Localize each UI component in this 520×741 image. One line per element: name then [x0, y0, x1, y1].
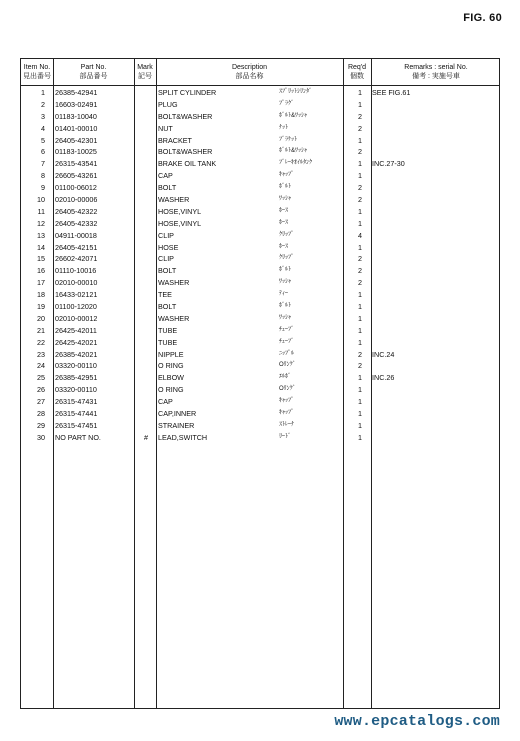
description-jp: ﾌﾞﾚｰｷｵｲﾙﾀﾝｸ: [279, 160, 313, 167]
item-number: 11: [37, 206, 45, 216]
description-jp: ﾆｯﾌﾟﾙ: [279, 350, 295, 357]
description-en: O RING: [158, 385, 184, 395]
quantity: 2: [358, 147, 362, 157]
description-jp: ﾎｰｽ: [279, 207, 289, 214]
quantity: 1: [358, 325, 362, 335]
part-number: 26315-47451: [55, 420, 98, 430]
remarks: INC.27-30: [372, 159, 405, 169]
table-row: [21, 253, 501, 265]
item-number: 10: [37, 195, 45, 205]
item-number: 9: [41, 183, 45, 193]
description-jp: ﾅｯﾄ: [279, 124, 289, 131]
table-row: [21, 242, 501, 254]
item-number: 25: [37, 373, 45, 383]
part-number: 26405-42151: [55, 242, 98, 252]
table-row: [21, 289, 501, 301]
table-row: [21, 396, 501, 408]
part-number: 26385-42951: [55, 373, 98, 383]
quantity: 1: [358, 385, 362, 395]
header-qty-en: Req'd: [347, 64, 367, 71]
part-number: 26385-42941: [55, 88, 98, 97]
part-number: 26405-42332: [55, 218, 98, 228]
item-number: 27: [37, 397, 45, 407]
description-en: O RING: [158, 361, 184, 371]
quantity: 2: [358, 183, 362, 193]
mark-symbol: #: [144, 432, 148, 442]
item-number: 22: [37, 337, 45, 347]
part-number: 26405-42301: [55, 135, 98, 145]
remarks: SEE FIG.61: [372, 88, 411, 97]
description-en: CAP: [158, 397, 173, 407]
quantity: 1: [358, 159, 362, 169]
item-number: 17: [37, 278, 45, 288]
description-jp: ﾎﾞﾙﾄ: [279, 303, 292, 310]
quantity: 1: [358, 242, 362, 252]
description-en: CLIP: [158, 254, 174, 264]
quantity: 1: [358, 88, 362, 97]
item-number: 15: [37, 254, 45, 264]
description-en: CLIP: [158, 230, 174, 240]
quantity: 2: [358, 111, 362, 121]
part-number: NO PART NO.: [55, 432, 101, 442]
description-jp: ﾜｯｼｬ: [279, 196, 292, 203]
header-item-no: [21, 59, 53, 85]
header-part-en: Part No.: [80, 64, 107, 71]
description-en: TUBE: [158, 325, 178, 335]
description-en: BRAKE OIL TANK: [158, 159, 217, 169]
table-row: [21, 420, 501, 432]
item-number: 6: [41, 147, 45, 157]
item-number: 29: [37, 420, 45, 430]
description-en: STRAINER: [158, 420, 195, 430]
item-number: 4: [41, 123, 45, 133]
quantity: 1: [358, 397, 362, 407]
item-number: 28: [37, 409, 45, 419]
quantity: 2: [358, 123, 362, 133]
part-number: 03320-00110: [55, 361, 97, 371]
header-quantity: [343, 59, 371, 85]
description-en: WASHER: [158, 195, 190, 205]
parts-table: [20, 58, 500, 709]
table-row: [21, 170, 501, 182]
header-remarks-en: Remarks : serial No.: [404, 64, 468, 71]
quantity: 2: [358, 278, 362, 288]
item-number: 14: [37, 242, 45, 252]
description-jp: ｴﾙﾎﾞ: [279, 374, 292, 381]
table-row: [21, 135, 501, 147]
part-number: 26425-42011: [55, 325, 97, 335]
description-en: HOSE: [158, 242, 179, 252]
table-row: [21, 87, 501, 99]
description-en: TUBE: [158, 337, 178, 347]
description-en: BOLT: [158, 183, 177, 193]
table-row: [21, 372, 501, 384]
item-number: 26: [37, 385, 45, 395]
description-en: HOSE,VINYL: [158, 218, 202, 228]
header-part-no: [53, 59, 134, 85]
description-jp: Oﾘﾝｸﾞ: [279, 386, 296, 393]
parts-list: [21, 87, 501, 444]
item-number: 7: [41, 159, 45, 169]
table-row: [21, 360, 501, 372]
part-number: 16603-02491: [55, 99, 98, 109]
description-en: BOLT&WASHER: [158, 147, 213, 157]
header-mark-en: Mark: [137, 64, 153, 71]
part-number: 03320-00110: [55, 385, 97, 395]
description-jp: ｸﾘｯﾌﾟ: [279, 255, 295, 262]
item-number: 16: [37, 266, 45, 276]
table-row: [21, 265, 501, 277]
table-row: [21, 218, 501, 230]
part-number: 02010-00012: [55, 313, 98, 323]
header-item-en: Item No.: [23, 64, 51, 71]
figure-title: FIG. 60: [463, 12, 502, 24]
description-jp: ﾎﾞﾙﾄ&ﾜｯｼｬ: [279, 112, 308, 119]
description-en: CAP: [158, 171, 173, 181]
table-row: [21, 384, 501, 396]
quantity: 1: [358, 302, 362, 312]
header-item-jp: 見出番号: [23, 73, 51, 80]
description-jp: ﾎｰｽ: [279, 243, 289, 250]
table-row: [21, 408, 501, 420]
description-en: PLUG: [158, 99, 178, 109]
table-row: [21, 206, 501, 218]
table-row: [21, 230, 501, 242]
quantity: 1: [358, 135, 362, 145]
part-number: 01100-12020: [55, 302, 97, 312]
part-number: 26315-43541: [55, 159, 98, 169]
description-jp: ﾌﾟﾗｸﾞ: [279, 100, 295, 107]
description-jp: ｸﾘｯﾌﾟ: [279, 231, 295, 238]
description-en: LEAD,SWITCH: [158, 432, 208, 442]
part-number: 26405-42322: [55, 206, 98, 216]
quantity: 1: [358, 373, 362, 383]
table-row: [21, 277, 501, 289]
part-number: 01183-10025: [55, 147, 97, 157]
website-watermark: www.epcatalogs.com: [334, 713, 500, 730]
quantity: 2: [358, 254, 362, 264]
description-en: SPLIT CYLINDER: [158, 88, 217, 97]
item-number: 20: [37, 313, 45, 323]
item-number: 23: [37, 349, 45, 359]
table-row: [21, 99, 501, 111]
quantity: 1: [358, 409, 362, 419]
quantity: 1: [358, 337, 362, 347]
table-row: [21, 325, 501, 337]
table-row: [21, 158, 501, 170]
description-jp: ﾁｭｰﾌﾞ: [279, 326, 295, 333]
table-row: [21, 337, 501, 349]
quantity: 2: [358, 361, 362, 371]
item-number: 1: [41, 88, 45, 97]
description-en: HOSE,VINYL: [158, 206, 202, 216]
item-number: 21: [37, 325, 45, 335]
description-jp: Oﾘﾝｸﾞ: [279, 362, 296, 369]
quantity: 1: [358, 171, 362, 181]
description-jp: ｽﾄﾚｰﾅ: [279, 421, 295, 428]
description-jp: ﾜｯｼｬ: [279, 314, 292, 321]
part-number: 26602-42071: [55, 254, 98, 264]
item-number: 24: [37, 361, 45, 371]
description-jp: ﾁｭｰﾌﾞ: [279, 338, 295, 345]
part-number: 02010-00006: [55, 195, 98, 205]
description-jp: ﾎﾞﾙﾄ&ﾜｯｼｬ: [279, 148, 308, 155]
remarks: INC.24: [372, 349, 395, 359]
quantity: 1: [358, 290, 362, 300]
description-jp: ﾎﾞﾙﾄ: [279, 267, 292, 274]
description-jp: ｷｬｯﾌﾟ: [279, 410, 295, 417]
description-en: TEE: [158, 290, 172, 300]
item-number: 5: [41, 135, 45, 145]
item-number: 2: [41, 99, 45, 109]
description-jp: ｷｬｯﾌﾟ: [279, 172, 295, 179]
description-en: ELBOW: [158, 373, 184, 383]
part-number: 01183-10040: [55, 111, 97, 121]
table-row: [21, 301, 501, 313]
part-number: 16433-02121: [55, 290, 98, 300]
table-row: [21, 111, 501, 123]
description-en: WASHER: [158, 313, 190, 323]
description-jp: ﾎｰｽ: [279, 219, 289, 226]
table-row: [21, 194, 501, 206]
description-jp: ﾎﾞﾙﾄ: [279, 184, 292, 191]
table-row: [21, 349, 501, 361]
description-en: BOLT: [158, 302, 177, 312]
part-number: 26385-42021: [55, 349, 98, 359]
part-number: 01401-00010: [55, 123, 98, 133]
part-number: 26605-43261: [55, 171, 98, 181]
description-jp: ﾜｯｼｬ: [279, 279, 292, 286]
remarks: INC.26: [372, 373, 395, 383]
description-en: CAP,INNER: [158, 409, 197, 419]
table-row: [21, 182, 501, 194]
part-number: 26315-47441: [55, 409, 98, 419]
part-number: 01110-10016: [55, 266, 97, 276]
item-number: 30: [37, 432, 45, 442]
description-en: BOLT&WASHER: [158, 111, 213, 121]
part-number: 02010-00010: [55, 278, 98, 288]
item-number: 12: [37, 218, 45, 228]
item-number: 8: [41, 171, 45, 181]
header-description: [156, 59, 343, 85]
item-number: 3: [41, 111, 45, 121]
quantity: 2: [358, 195, 362, 205]
header-desc-en: Description: [231, 64, 267, 71]
part-number: 01100-06012: [55, 183, 97, 193]
part-number: 26315-47431: [55, 397, 98, 407]
quantity: 1: [358, 218, 362, 228]
quantity: 2: [358, 266, 362, 276]
header-mark: [134, 59, 156, 85]
description-en: BOLT: [158, 266, 177, 276]
description-en: WASHER: [158, 278, 190, 288]
header-desc-jp: 部品名称: [235, 73, 264, 80]
part-number: 04911-00018: [55, 230, 97, 240]
item-number: 19: [37, 302, 45, 312]
description-en: NIPPLE: [158, 349, 184, 359]
description-jp: ﾌﾞﾗｹｯﾄ: [279, 136, 298, 143]
header-mark-jp: 記号: [138, 73, 152, 80]
description-jp: ｽﾌﾟﾘｯﾄｼﾘﾝﾀﾞ: [279, 89, 313, 95]
quantity: 1: [358, 432, 362, 442]
item-number: 13: [37, 230, 45, 240]
table-row: [21, 313, 501, 325]
header-part-jp: 部品番号: [79, 73, 108, 80]
header-rule: [21, 85, 499, 86]
header-remarks-jp: 備考 : 実施号車: [412, 73, 460, 80]
table-row: [21, 123, 501, 135]
quantity: 1: [358, 313, 362, 323]
table-row: [21, 146, 501, 158]
description-jp: ｷｬｯﾌﾟ: [279, 398, 295, 405]
quantity: 2: [358, 349, 362, 359]
part-number: 26425-42021: [55, 337, 98, 347]
header-qty-jp: 個数: [350, 73, 364, 80]
table-row: [21, 432, 501, 444]
quantity: 4: [358, 230, 362, 240]
quantity: 1: [358, 206, 362, 216]
description-jp: ﾃｨｰ: [279, 291, 289, 298]
description-jp: ﾘｰﾄﾞ: [279, 433, 292, 440]
item-number: 18: [37, 290, 45, 300]
quantity: 1: [358, 420, 362, 430]
quantity: 1: [358, 99, 362, 109]
description-en: NUT: [158, 123, 173, 133]
description-en: BRACKET: [158, 135, 192, 145]
header-remarks: [371, 59, 501, 85]
